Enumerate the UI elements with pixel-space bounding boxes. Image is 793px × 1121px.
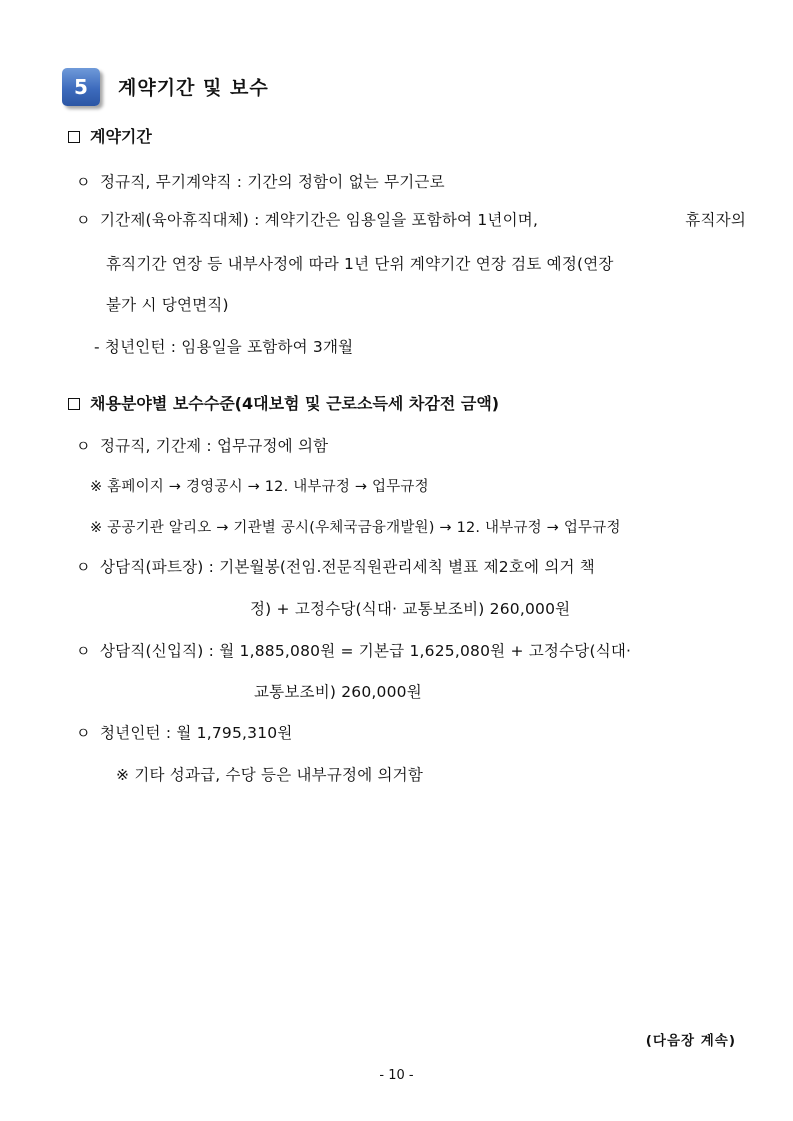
- salary-heading-text: 채용분야별 보수수준(4대보험 및 근로소득세 차감전 금액): [90, 394, 500, 413]
- contract-item-2-line-1: [76, 210, 746, 230]
- salary-item-3-text: 상담직(신입직) : 월 1,885,080원 = 기본급 1,625,080원 + 고정수당(식대·: [100, 642, 632, 660]
- contract-item-2-text-a: 기간제(육아휴직대체) : 계약기간은 임용일을 포함하여 1년이며,: [100, 211, 539, 229]
- salary-item-2-line-1: [76, 557, 595, 577]
- bullet-circle-icon: ㅇ: [76, 173, 91, 191]
- salary-note-3: ※ 기타 성과급, 수당 등은 내부규정에 의거함: [116, 766, 424, 784]
- checkbox-square-icon: [68, 398, 80, 410]
- bullet-circle-icon: ㅇ: [76, 437, 91, 455]
- salary-note-2: ※ 공공기관 알리오 → 기관별 공시(우체국금융개발원) → 12. 내부규정 → 업무규정: [90, 520, 621, 536]
- salary-item-4: [76, 723, 293, 743]
- contract-item-3: - 청년인턴 : 임용일을 포함하여 3개월: [94, 338, 354, 356]
- salary-item-3-line-2: 교통보조비) 260,000원: [254, 683, 422, 701]
- contract-item-2-line-3: 불가 시 당연면직): [106, 296, 229, 314]
- contract-item-2-line-2: 휴직기간 연장 등 내부사정에 따라 1년 단위 계약기간 연장 검토 예정(연장: [106, 255, 614, 273]
- bullet-circle-icon: ㅇ: [76, 642, 91, 660]
- salary-item-3-line-1: [76, 641, 631, 661]
- salary-item-1-text: 정규직, 기간제 : 업무규정에 의함: [100, 437, 329, 455]
- contract-item-2-text-b: 휴직자의: [685, 211, 746, 229]
- salary-heading: [68, 394, 499, 414]
- bullet-circle-icon: ㅇ: [76, 558, 91, 576]
- salary-item-2-text: 상담직(파트장) : 기본월봉(전임.전문직원관리세칙 별표 제2호에 의거 책: [100, 558, 595, 576]
- continued-notice: (다음장 계속): [645, 1033, 736, 1049]
- bullet-circle-icon: ㅇ: [76, 724, 91, 742]
- contract-heading: [68, 127, 152, 147]
- contract-item-1-text: 정규직, 무기계약직 : 기간의 정함이 없는 무기근로: [100, 173, 445, 191]
- page-number: - 10 -: [379, 1068, 414, 1083]
- section-title: 계약기간 및 보수: [118, 77, 269, 99]
- salary-item-2-line-2: 정) + 고정수당(식대· 교통보조비) 260,000원: [250, 600, 571, 618]
- bullet-circle-icon: ㅇ: [76, 211, 91, 229]
- salary-item-1: [76, 436, 328, 456]
- section-number-badge: 5: [62, 68, 100, 106]
- checkbox-square-icon: [68, 131, 80, 143]
- contract-heading-text: 계약기간: [90, 127, 152, 146]
- salary-note-1: ※ 홈페이지 → 경영공시 → 12. 내부규정 → 업무규정: [90, 479, 429, 495]
- contract-item-1: [76, 172, 445, 192]
- salary-item-4-text: 청년인턴 : 월 1,795,310원: [100, 724, 293, 742]
